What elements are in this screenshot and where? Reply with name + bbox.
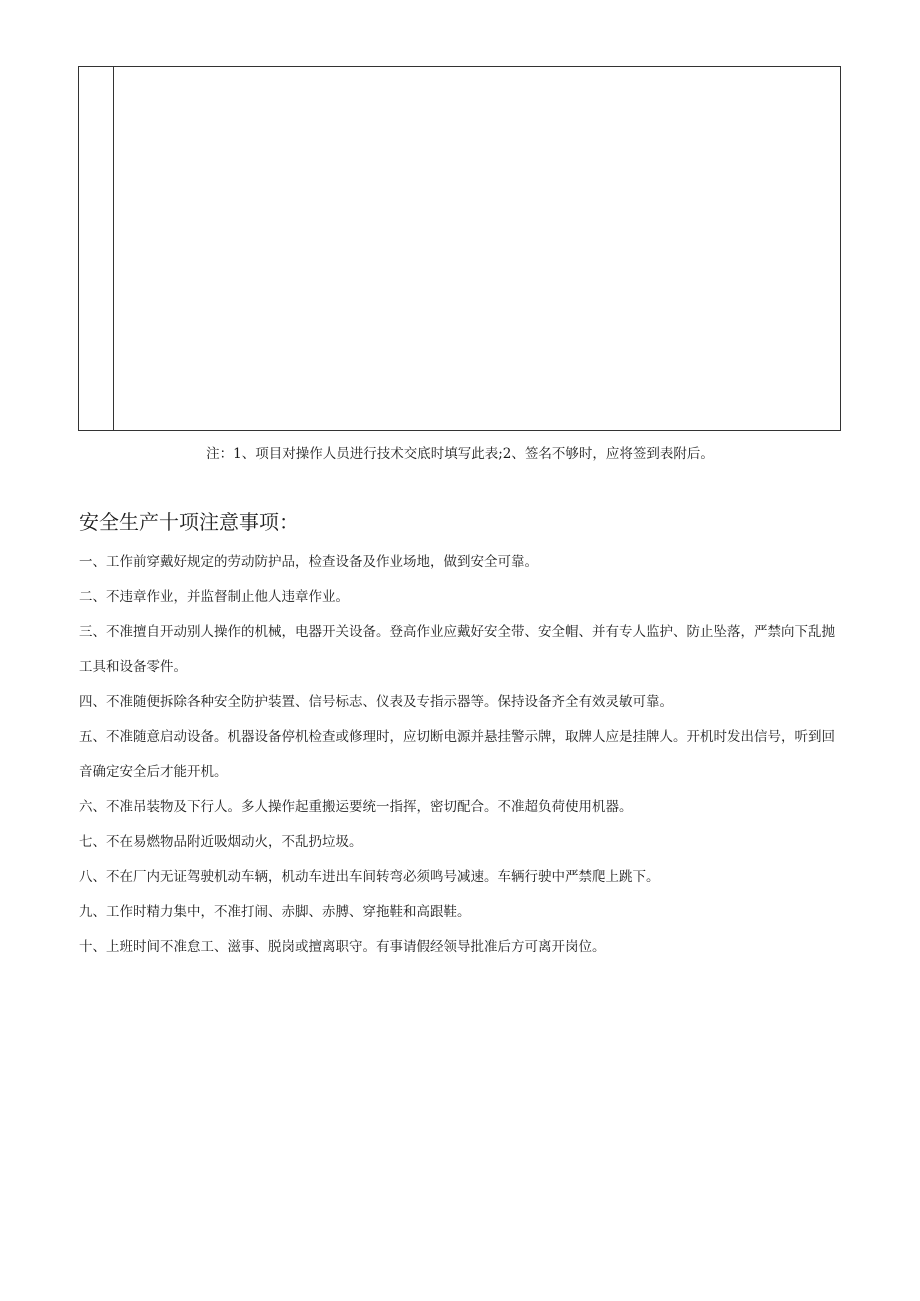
safety-rule-4: 四、不准随便拆除各种安全防护装置、信号标志、仪表及专指示器等。保持设备齐全有效灵敏可靠。 [79,694,673,710]
safety-rule-7: 七、不在易燃物品附近吸烟动火，不乱扔垃圾。 [79,834,363,850]
safety-rule-2: 二、不违章作业，并监督制止他人违章作业。 [79,589,349,605]
safety-rule-6: 六、不准吊装物及下行人。多人操作起重搬运要统一指挥，密切配合。不准超负荷使用机器。 [79,799,633,815]
table-footnote: 注：1、项目对操作人员进行技术交底时填写此表;2、签名不够时，应将签到表附后。 [206,446,714,462]
safety-rule-9: 九、工作时精力集中，不准打闹、赤脚、赤膊、穿拖鞋和高跟鞋。 [79,904,471,920]
safety-rule-1: 一、工作前穿戴好规定的劳动防护品，检查设备及作业场地，做到安全可靠。 [79,554,538,570]
section-title: 安全生产十项注意事项： [79,510,299,534]
table-index-column [79,67,114,430]
safety-rule-3: 三、不准擅自开动别人操作的机械，电器开关设备。登高作业应戴好安全带、安全帽、并有专人监护、防止坠落，严禁向下乱抛工具和设备零件。 [79,624,835,675]
safety-rule-10: 十、上班时间不准怠工、滋事、脱岗或擅离职守。有事请假经领导批准后方可离开岗位。 [79,939,606,955]
safety-rules-list [79,545,844,965]
safety-rule-8: 八、不在厂内无证驾驶机动车辆，机动车进出车间转弯必须鸣号减速。车辆行驶中严禁爬上跳下。 [79,869,660,885]
table-signature-area [114,67,840,430]
safety-rule-5: 五、不准随意启动设备。机器设备停机检查或修理时，应切断电源并悬挂警示牌，取牌人应是挂牌人。开机时发出信号，听到回音确定安全后才能开机。 [79,729,835,780]
signature-table [78,66,841,431]
